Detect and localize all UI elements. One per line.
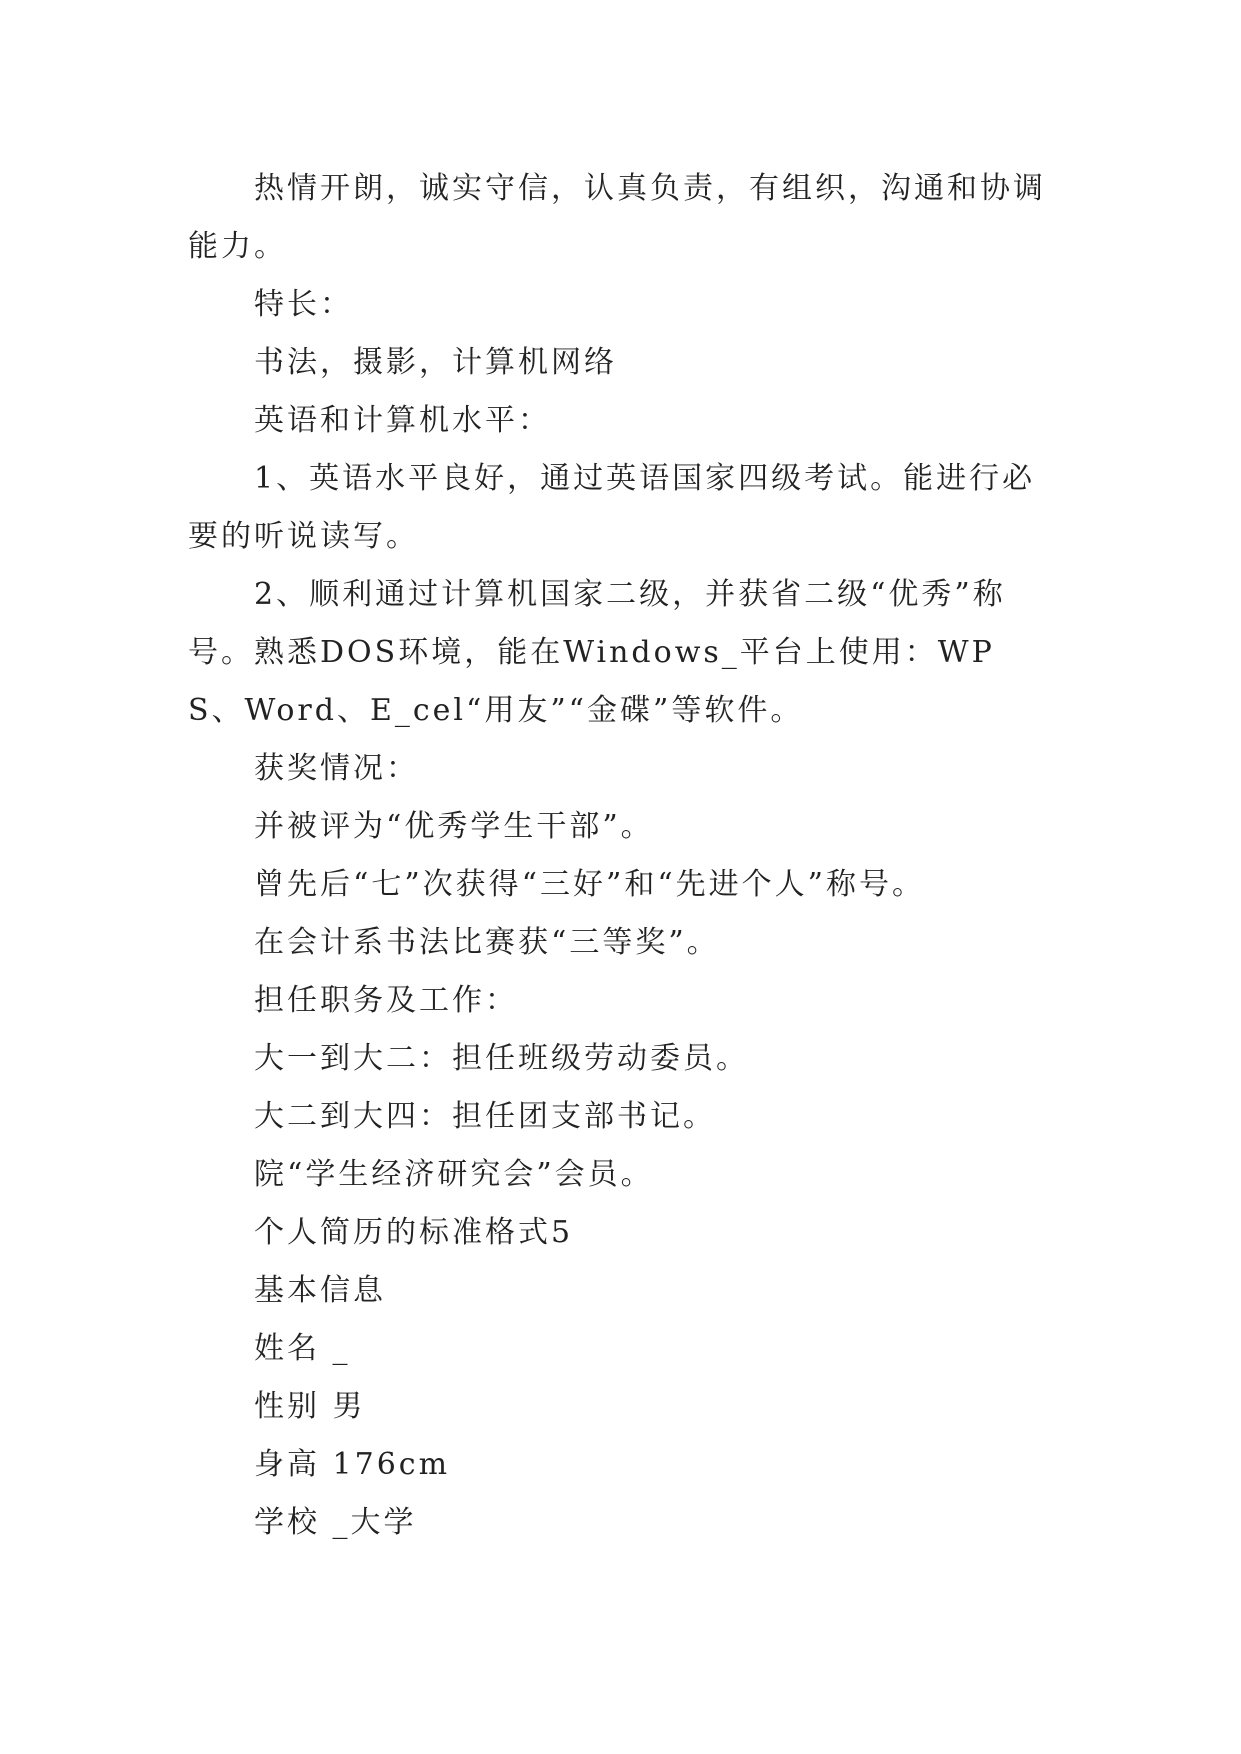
heading-english-computer: 英语和计算机水平： (254, 403, 551, 438)
paragraph-computer-level: 2、顺利通过计算机国家二级，并获省二级“优秀”称号。熟悉DOS环境，能在Windows_平台上使用：WPS、Word、E_cel“用友”“金碟”等软件。 (188, 577, 1006, 728)
heading-basic-info: 基本信息 (254, 1273, 386, 1308)
info-gender: 性别 男 (254, 1389, 366, 1424)
paragraph-specialties: 书法，摄影，计算机网络 (254, 345, 617, 380)
info-height: 身高 176cm (254, 1447, 451, 1482)
paragraph-english-level: 1、英语水平良好，通过英语国家四级考试。能进行必要的听说读写。 (188, 461, 1036, 554)
position-item: 大一到大二：担任班级劳动委员。 (254, 1041, 749, 1076)
paragraph-personality: 热情开朗，诚实守信，认真负责，有组织，沟通和协调能力。 (188, 171, 1046, 264)
document-body (188, 160, 1048, 1552)
award-item: 在会计系书法比赛获“三等奖”。 (254, 925, 720, 960)
info-name: 姓名 _ (254, 1331, 351, 1366)
heading-awards: 获奖情况： (254, 751, 419, 786)
position-item: 院“学生经济研究会”会员。 (254, 1157, 654, 1192)
section-title-resume-format: 个人简历的标准格式5 (254, 1215, 574, 1250)
position-item: 大二到大四：担任团支部书记。 (254, 1099, 716, 1134)
heading-positions: 担任职务及工作： (254, 983, 518, 1018)
award-item: 并被评为“优秀学生干部”。 (254, 809, 654, 844)
award-item: 曾先后“七”次获得“三好”和“先进个人”称号。 (254, 867, 926, 902)
info-school: 学校 _大学 (254, 1505, 417, 1540)
heading-specialties: 特长： (254, 287, 353, 322)
